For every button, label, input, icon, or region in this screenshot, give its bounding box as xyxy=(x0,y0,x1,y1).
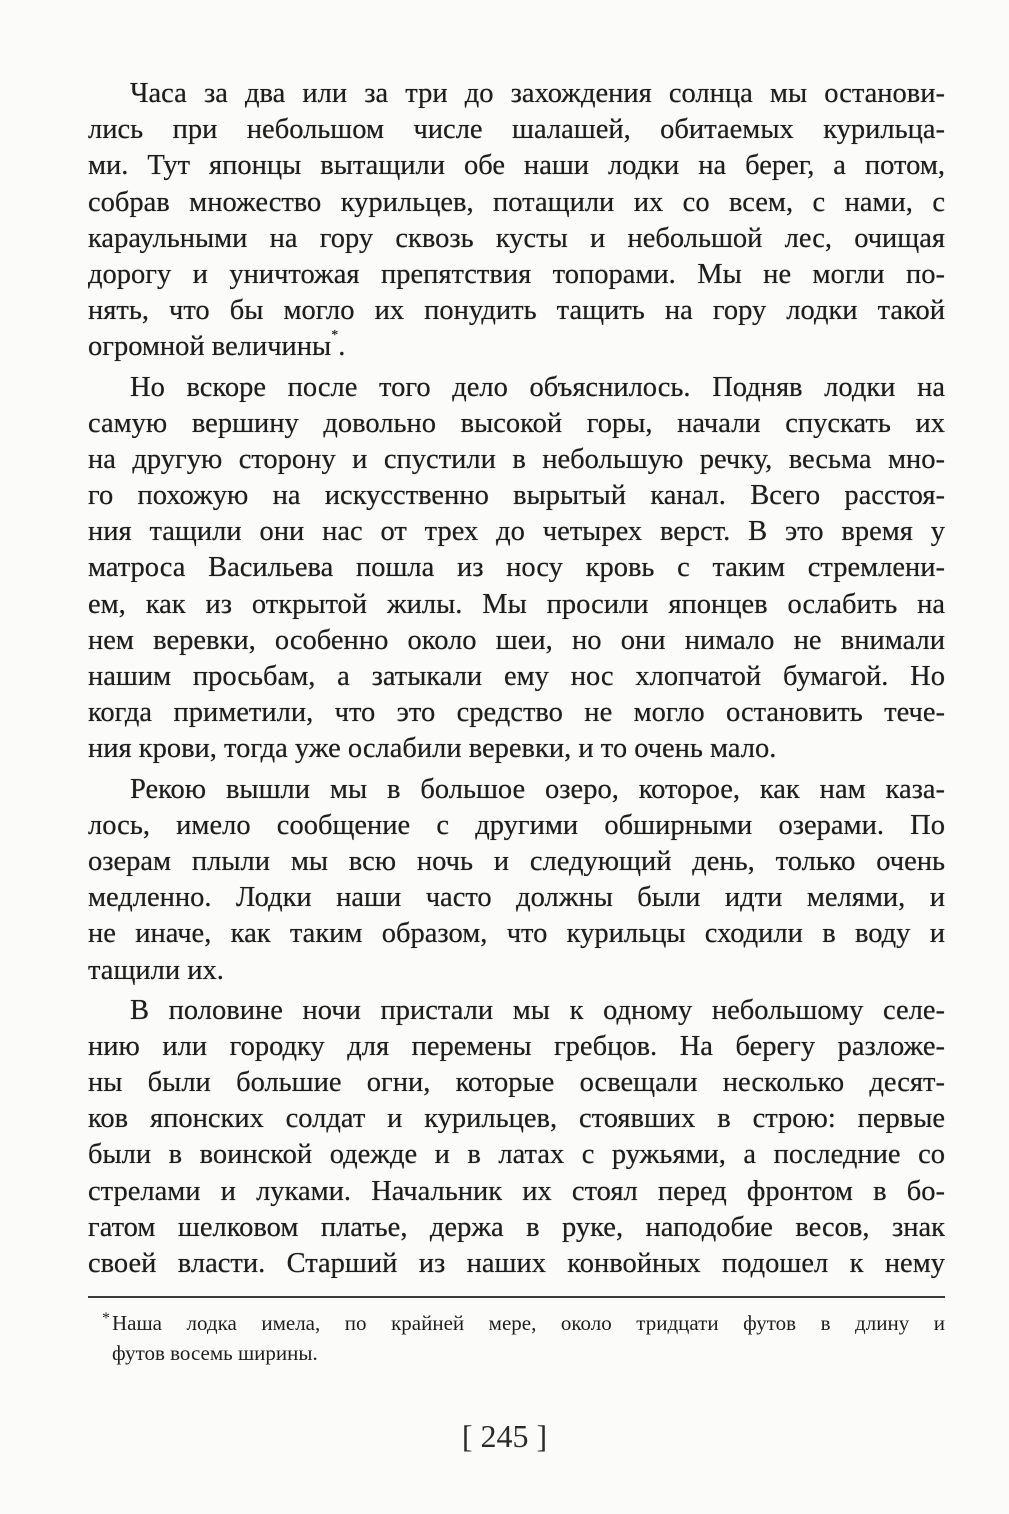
line-text: Рекою вышли мы в большое озеро, которое, как нам каза- xyxy=(130,773,945,805)
text-line xyxy=(88,148,945,184)
line-text: Часа за два или за три до захождения солнца мы останови- xyxy=(130,78,945,109)
text-line xyxy=(88,221,945,257)
text-line xyxy=(88,1101,945,1137)
footnote-line: Наша лодка имела, по крайней мере, около тридцати футов в длину и xyxy=(112,1311,945,1335)
text-line xyxy=(88,1137,945,1173)
line-text: стрелами и луками. Начальник их стоял перед фронтом в бо- xyxy=(88,1175,945,1207)
text-line xyxy=(88,293,945,329)
line-text: лись при небольшом числе шалашей, обитаемых курильца- xyxy=(88,114,945,146)
paragraph xyxy=(88,772,945,989)
text-line xyxy=(88,731,945,767)
line-text: лось, имело сообщение с другими обширными озерами. По xyxy=(88,809,945,841)
footnote-line: футов восемь ширины. xyxy=(112,1341,318,1365)
paragraph xyxy=(88,76,945,366)
line-text: собрав множество курильцев, потащили их со всем, с нами, с xyxy=(88,186,945,218)
text-line xyxy=(88,185,945,221)
text-line xyxy=(88,993,945,1029)
body-text xyxy=(88,76,945,1286)
line-text: нашим просьбам, а затыкали ему нос хлопчатой бумагой. Но xyxy=(88,661,945,692)
text-line xyxy=(88,880,945,916)
line-text: дорогу и уничтожая препятствия топорами. Мы не могли по- xyxy=(88,258,945,290)
line-text: нять, что бы могло их понудить тащить на гору лодки такой xyxy=(88,295,945,327)
footnote xyxy=(102,1308,945,1368)
text-line xyxy=(88,695,945,731)
text-line xyxy=(88,370,945,406)
text-line xyxy=(88,478,945,514)
text-line xyxy=(88,1174,945,1210)
line-text: ков японских солдат и курильцев, стоявших в строю: первые xyxy=(88,1103,945,1135)
footnote-reference: * xyxy=(331,329,339,344)
line-text: когда приметили, что это средство не могло остановить тече- xyxy=(88,697,945,729)
footnote-divider xyxy=(88,1296,945,1298)
text-line xyxy=(88,76,945,112)
line-text: самую вершину довольно высокой горы, начали спускать их xyxy=(88,407,945,439)
line-text: гатом шелковом платье, держа в руке, наподобие весов, знак xyxy=(88,1211,945,1243)
line-text: караульными на гору сквозь кусты и небольшой лес, очищая xyxy=(88,222,945,254)
text-line xyxy=(88,329,945,365)
text-line xyxy=(88,772,945,808)
line-text: на другую сторону и спустили в небольшую речку, весьма мно- xyxy=(88,443,945,475)
line-text: нию или городку для перемены гребцов. На берегу разложе- xyxy=(88,1030,945,1062)
text-line xyxy=(88,442,945,478)
line-text: ем, как из открытой жилы. Мы просили японцев ослабить на xyxy=(88,588,945,620)
text-line xyxy=(88,112,945,148)
text-line xyxy=(88,406,945,442)
text-line xyxy=(88,916,945,952)
line-text: . xyxy=(338,331,346,363)
text-line xyxy=(88,1210,945,1246)
text-line xyxy=(88,514,945,550)
line-text: ния тащили они нас от трех до четырех верст. В это время у xyxy=(88,516,945,548)
text-line xyxy=(88,1029,945,1065)
line-text: своей власти. Старший из наших конвойных подошел к нему xyxy=(88,1248,945,1279)
line-text: были в воинской одежде и в латах с ружьями, а последние со xyxy=(88,1139,945,1171)
text-line xyxy=(88,623,945,659)
line-text: нем веревки, особенно около шеи, но они нимало не внимали xyxy=(88,624,945,656)
text-line xyxy=(88,587,945,623)
line-text: тащили их. xyxy=(88,954,224,986)
line-text: озерам плыли мы всю ночь и следующий день, только очень xyxy=(88,845,945,877)
text-line xyxy=(88,659,945,695)
text-line xyxy=(88,953,945,989)
page-number: [ 245 ] xyxy=(461,1418,548,1454)
text-line xyxy=(88,1246,945,1282)
line-text: не иначе, как таким образом, что курильцы сходили в воду и xyxy=(88,918,945,950)
paragraph xyxy=(88,993,945,1283)
paragraph xyxy=(88,370,945,768)
line-text: В половине ночи пристали мы к одному небольшому селе- xyxy=(130,994,945,1026)
text-line xyxy=(88,844,945,880)
line-text: ны были большие огни, которые освещали несколько десят- xyxy=(88,1067,945,1099)
line-text: го похожую на искусственно вырытый канал. Всего расстоя- xyxy=(88,480,945,512)
footnote-mark: * xyxy=(102,1310,110,1327)
line-text: огромной величины xyxy=(88,331,332,363)
line-text: матроса Васильева пошла из носу кровь с таким стремлени- xyxy=(88,552,945,584)
text-line xyxy=(88,550,945,586)
text-line xyxy=(88,1065,945,1101)
line-text: медленно. Лодки наши часто должны были идти мелями, и xyxy=(88,882,945,914)
text-line xyxy=(88,257,945,293)
line-text: ми. Тут японцы вытащили обе наши лодки на берег, а потом, xyxy=(88,150,945,182)
line-text: ния крови, тогда уже ослабили веревки, и то очень мало. xyxy=(88,733,777,765)
text-line xyxy=(88,808,945,844)
line-text: Но вскоре после того дело объяснилось. Подняв лодки на xyxy=(130,371,945,403)
